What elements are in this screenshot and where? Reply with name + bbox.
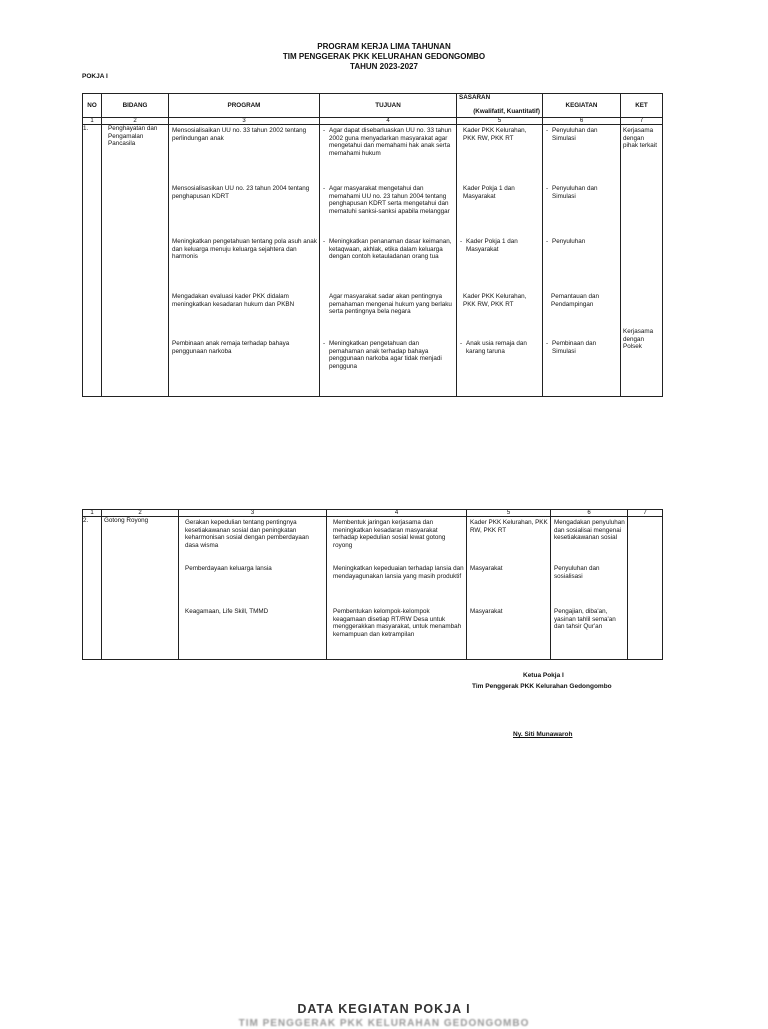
tujuan-item: - Agar masyarakat mengetahui dan memahami UU no. 23 tahun 2004 tentang penghapusan KDRT serta mengetahui dan mematuhi sanksi-sanksi apabila melanggar [323,185,454,215]
kegiatan-item: Penyuluhan dan sosialisasi [554,565,600,580]
kegiatan-item: Pengajian, diba'an, yasinan tahlil sema'an dan tahsir Qur'an [554,608,616,631]
sasaran-item: Masyarakat [470,608,503,615]
title-line-2: TIM PENGGERAK PKK KELURAHAN GEDONGOMBO [282,52,486,61]
kegiatan-item: Mengadakan penyuluhan dan sosialisai mengenai kesetiakawanan sosial [554,519,625,542]
program-cell [179,517,327,660]
col-number: 5 [467,510,551,517]
program-item: Pemberdayaan keluarga lansia [185,565,272,572]
sasaran-item: Kader PKK Kelurahan, PKK RW, PKK RT [463,127,527,142]
title-line-1: PROGRAM KERJA LIMA TAHUNAN [317,42,451,51]
col-number: 7 [621,118,663,125]
tujuan-item: Agar masyarakat sadar akan pentingnya pemahaman mengenai hukum yang berlaku serta pentingnya bela negara [329,293,452,316]
col-number: 5 [457,118,543,125]
bidang-cell: Penghayatan dan Pengamalan Pancasila [102,125,169,397]
table-row [83,125,663,397]
program-item: Gerakan kepedulian tentang pentingnya kesetiakawanan sosial dan peningkatan keharmonisan sosial dengan pemberdayaan dasa wisma [185,519,309,549]
program-item: Pembinaan anak remaja terhadap bahaya penggunaan narkoba [172,340,290,355]
kegiatan-cell [551,517,628,660]
sasaran-label: SASARAN [459,94,491,101]
program-item: Mengadakan evaluasi kader PKK didalam meningkatkan kesadaran hukum dan PKBN [172,293,295,308]
ket-item: Kerjasama dengan Polsek [623,328,654,351]
program-item: Mensosialisasikan UU no. 23 tahun 2004 tentang penghapusan KDRT [172,185,310,200]
col-header-no: NO [83,94,102,118]
col-number: 7 [628,510,663,517]
col-number: 2 [102,118,169,125]
sasaran-sublabel: (Kwalifatif, Kuantitatif) [473,108,540,115]
next-page-title: DATA KEGIATAN POKJA I [297,1002,471,1016]
sasaran-item: - Anak usia remaja dan karang taruna [460,340,540,355]
sasaran-cell [457,125,543,397]
program-item: Mensosialisaikan UU no. 33 tahun 2002 tentang perlindungan anak [172,127,307,142]
signature-title: Ketua Pokja I [523,672,564,679]
program-cell [169,125,320,397]
tujuan-cell [320,125,457,397]
sasaran-item: Masyarakat [470,565,503,572]
kegiatan-item: - Pembinaan dan Simulasi [546,340,618,355]
kegiatan-item: - Penyuluhan [546,238,618,246]
sasaran-item: Kader PKK Kelurahan, PKK RW, PKK RT [470,519,548,534]
col-header-bidang: BIDANG [102,94,169,118]
ket-item: Kerjasama dengan pihak terkait [623,127,657,150]
signature-org: Tim Penggerak PKK Kelurahan Gedongombo [472,683,612,690]
column-number-row [83,510,663,517]
col-number: 4 [320,118,457,125]
table-row [83,517,663,660]
tujuan-cell [327,517,467,660]
col-header-program: PROGRAM [169,94,320,118]
sasaran-item: Kader PKK Kelurahan, PKK RW, PKK RT [463,293,527,308]
sasaran-item: - Kader Pokja 1 dan Masyarakat [460,238,540,253]
col-number: 3 [169,118,320,125]
sasaran-cell [467,517,551,660]
col-header-kegiatan: KEGIATAN [543,94,621,118]
col-header-sasaran [457,94,543,118]
tujuan-item: - Agar dapat disebarluaskan UU no. 33 tahun 2002 guna menyadarkan masyarakat agar mengetahui dan memahami hak anak serta memahami hukum [323,127,454,157]
tujuan-item: - Meningkatkan pengetahuan dan pemahaman anak terhadap bahaya penggunaan narkoba agar tidak menjadi pengguna [323,340,454,370]
column-number-row [83,118,663,125]
next-page-subtitle: TIM PENGGERAK PKK KELURAHAN GEDONGOMBO [238,1018,530,1029]
col-number: 1 [83,118,102,125]
title-line-3: TAHUN 2023-2027 [350,62,418,71]
kegiatan-item: Pemantauan dan Pendampingan [551,293,599,308]
program-item: Keagamaan, Life Skill, TMMD [185,608,269,615]
kegiatan-item: - Penyuluhan dan Simulasi [546,185,618,200]
kegiatan-cell [543,125,621,397]
signature-name: Ny. Siti Munawaroh [513,731,573,738]
document-title-block [0,42,768,72]
row-number: 2. [83,517,102,660]
col-header-tujuan: TUJUAN [320,94,457,118]
col-number: 3 [179,510,327,517]
ket-cell [621,125,663,397]
tujuan-item: Pembentukan kelompok-kelompok keagamaan disetiap RT/RW Desa untuk menggerakkan masyarakat, untuk menambah kemampuan dan ketrampilan [333,608,462,638]
tujuan-item: - Meningkatkan penanaman dasar keimanan, ketaqwaan, akhlak, etika dalam keluarga dengan contoh ketauladanan orang tua [323,238,454,261]
program-item: Meningkatkan pengetahuan tentang pola asuh anak dan keluarga menuju keluarga sejahtera dan harmonis [172,238,317,261]
tujuan-item: Meningkatkan kepeduaian terhadap lansia dan mendayagunakan lansia yang masih produktif [333,565,464,580]
col-number: 2 [102,510,179,517]
bidang-cell: Gotong Royong [102,517,179,660]
tujuan-item: Membentuk jaringan kerjasama dan meningkatkan kesadaran masyarakat terhadap kepedulian sosial lewat gotong royong [333,519,446,549]
pokja-label: POKJA I [82,73,108,80]
col-number: 6 [551,510,628,517]
col-header-ket: KET [621,94,663,118]
sasaran-item: Kader Pokja 1 dan Masyarakat [463,185,515,200]
col-number: 4 [327,510,467,517]
row-number: 1. [83,125,102,397]
program-table-2 [82,509,663,660]
program-table-1 [82,93,663,397]
col-number: 1 [83,510,102,517]
ket-cell [628,517,663,660]
col-number: 6 [543,118,621,125]
kegiatan-item: - Penyuluhan dan Simulasi [546,127,618,142]
